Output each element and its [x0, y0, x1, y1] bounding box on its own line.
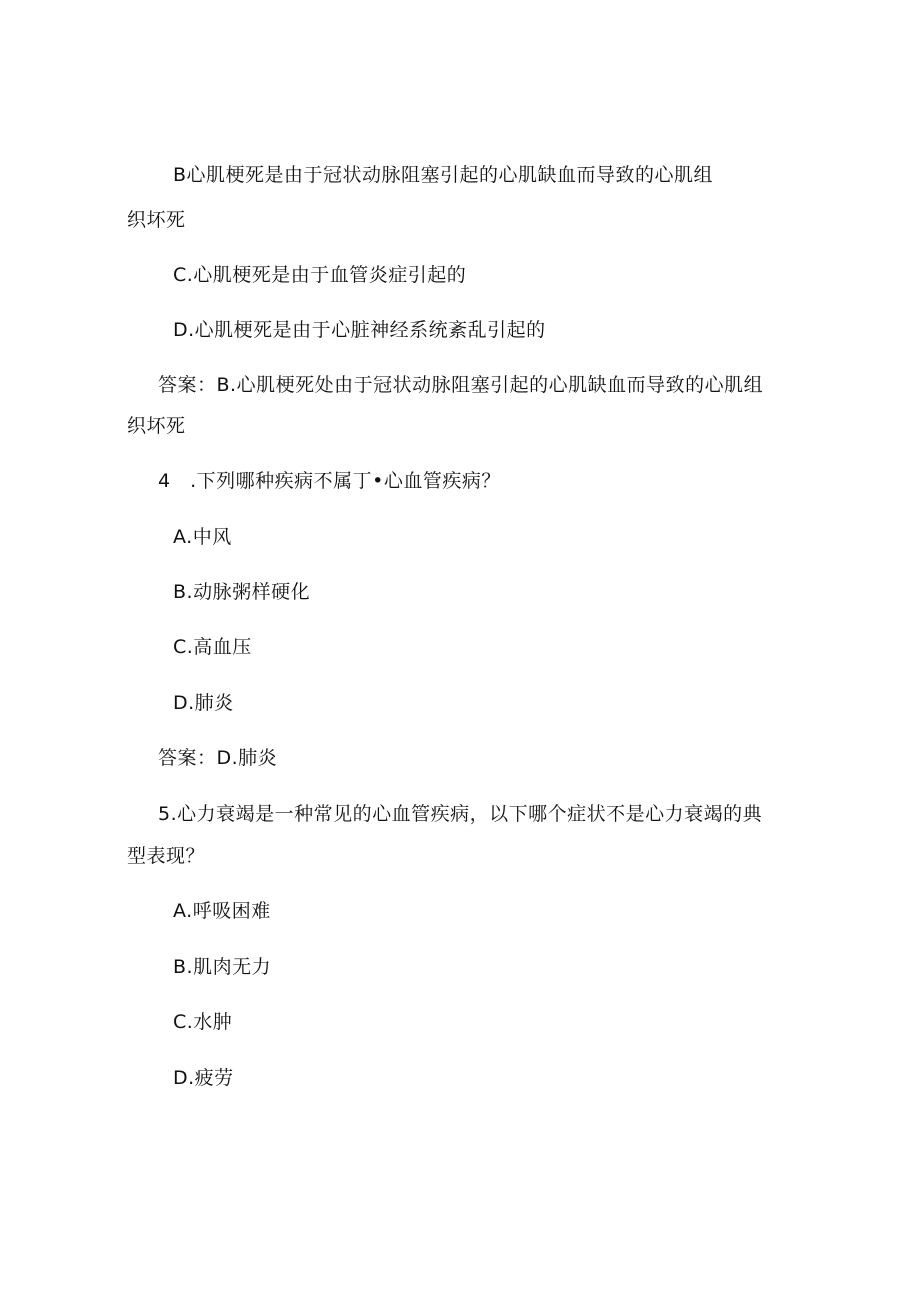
question-5-line-1: 5.心力衰竭是一种常见的心血管疾病，以下哪个症状不是心力衰竭的典: [158, 803, 763, 825]
option-d: D.心肌梗死是由于心脏神经系统紊乱引起的: [173, 319, 546, 341]
q4-option-d: D.肺炎: [173, 692, 234, 714]
q5-option-b: B.肌肉无力: [173, 956, 272, 978]
option-b-line-1: B心肌梗死是由于冠状动脉阻塞引起的心肌缺血而导致的心肌组: [173, 164, 714, 186]
q5-option-a: A.呼吸困难: [173, 900, 271, 922]
q5-option-d: D.疲劳: [173, 1067, 234, 1089]
q5-option-c: C.水肿: [173, 1011, 233, 1033]
q4-option-c: C.高血压: [173, 636, 252, 658]
q4-option-b: B.动脉粥样硬化: [173, 581, 311, 603]
question-4: 4 .下列哪种疾病不属丁•心血管疾病？: [158, 470, 501, 492]
option-c: C.心肌梗死是由于血管炎症引起的: [173, 264, 467, 286]
option-b-line-2: 织坏死: [127, 209, 186, 231]
answer-4: 答案：D.肺炎: [158, 747, 278, 769]
q4-option-a: A.中风: [173, 526, 232, 548]
answer-3-line-2: 织坏死: [127, 415, 186, 437]
question-5-line-2: 型表现？: [127, 845, 206, 867]
answer-3-line-1: 答案：B.心肌梗死处由于冠状动脉阻塞引起的心肌缺血而导致的心肌组: [158, 374, 764, 396]
